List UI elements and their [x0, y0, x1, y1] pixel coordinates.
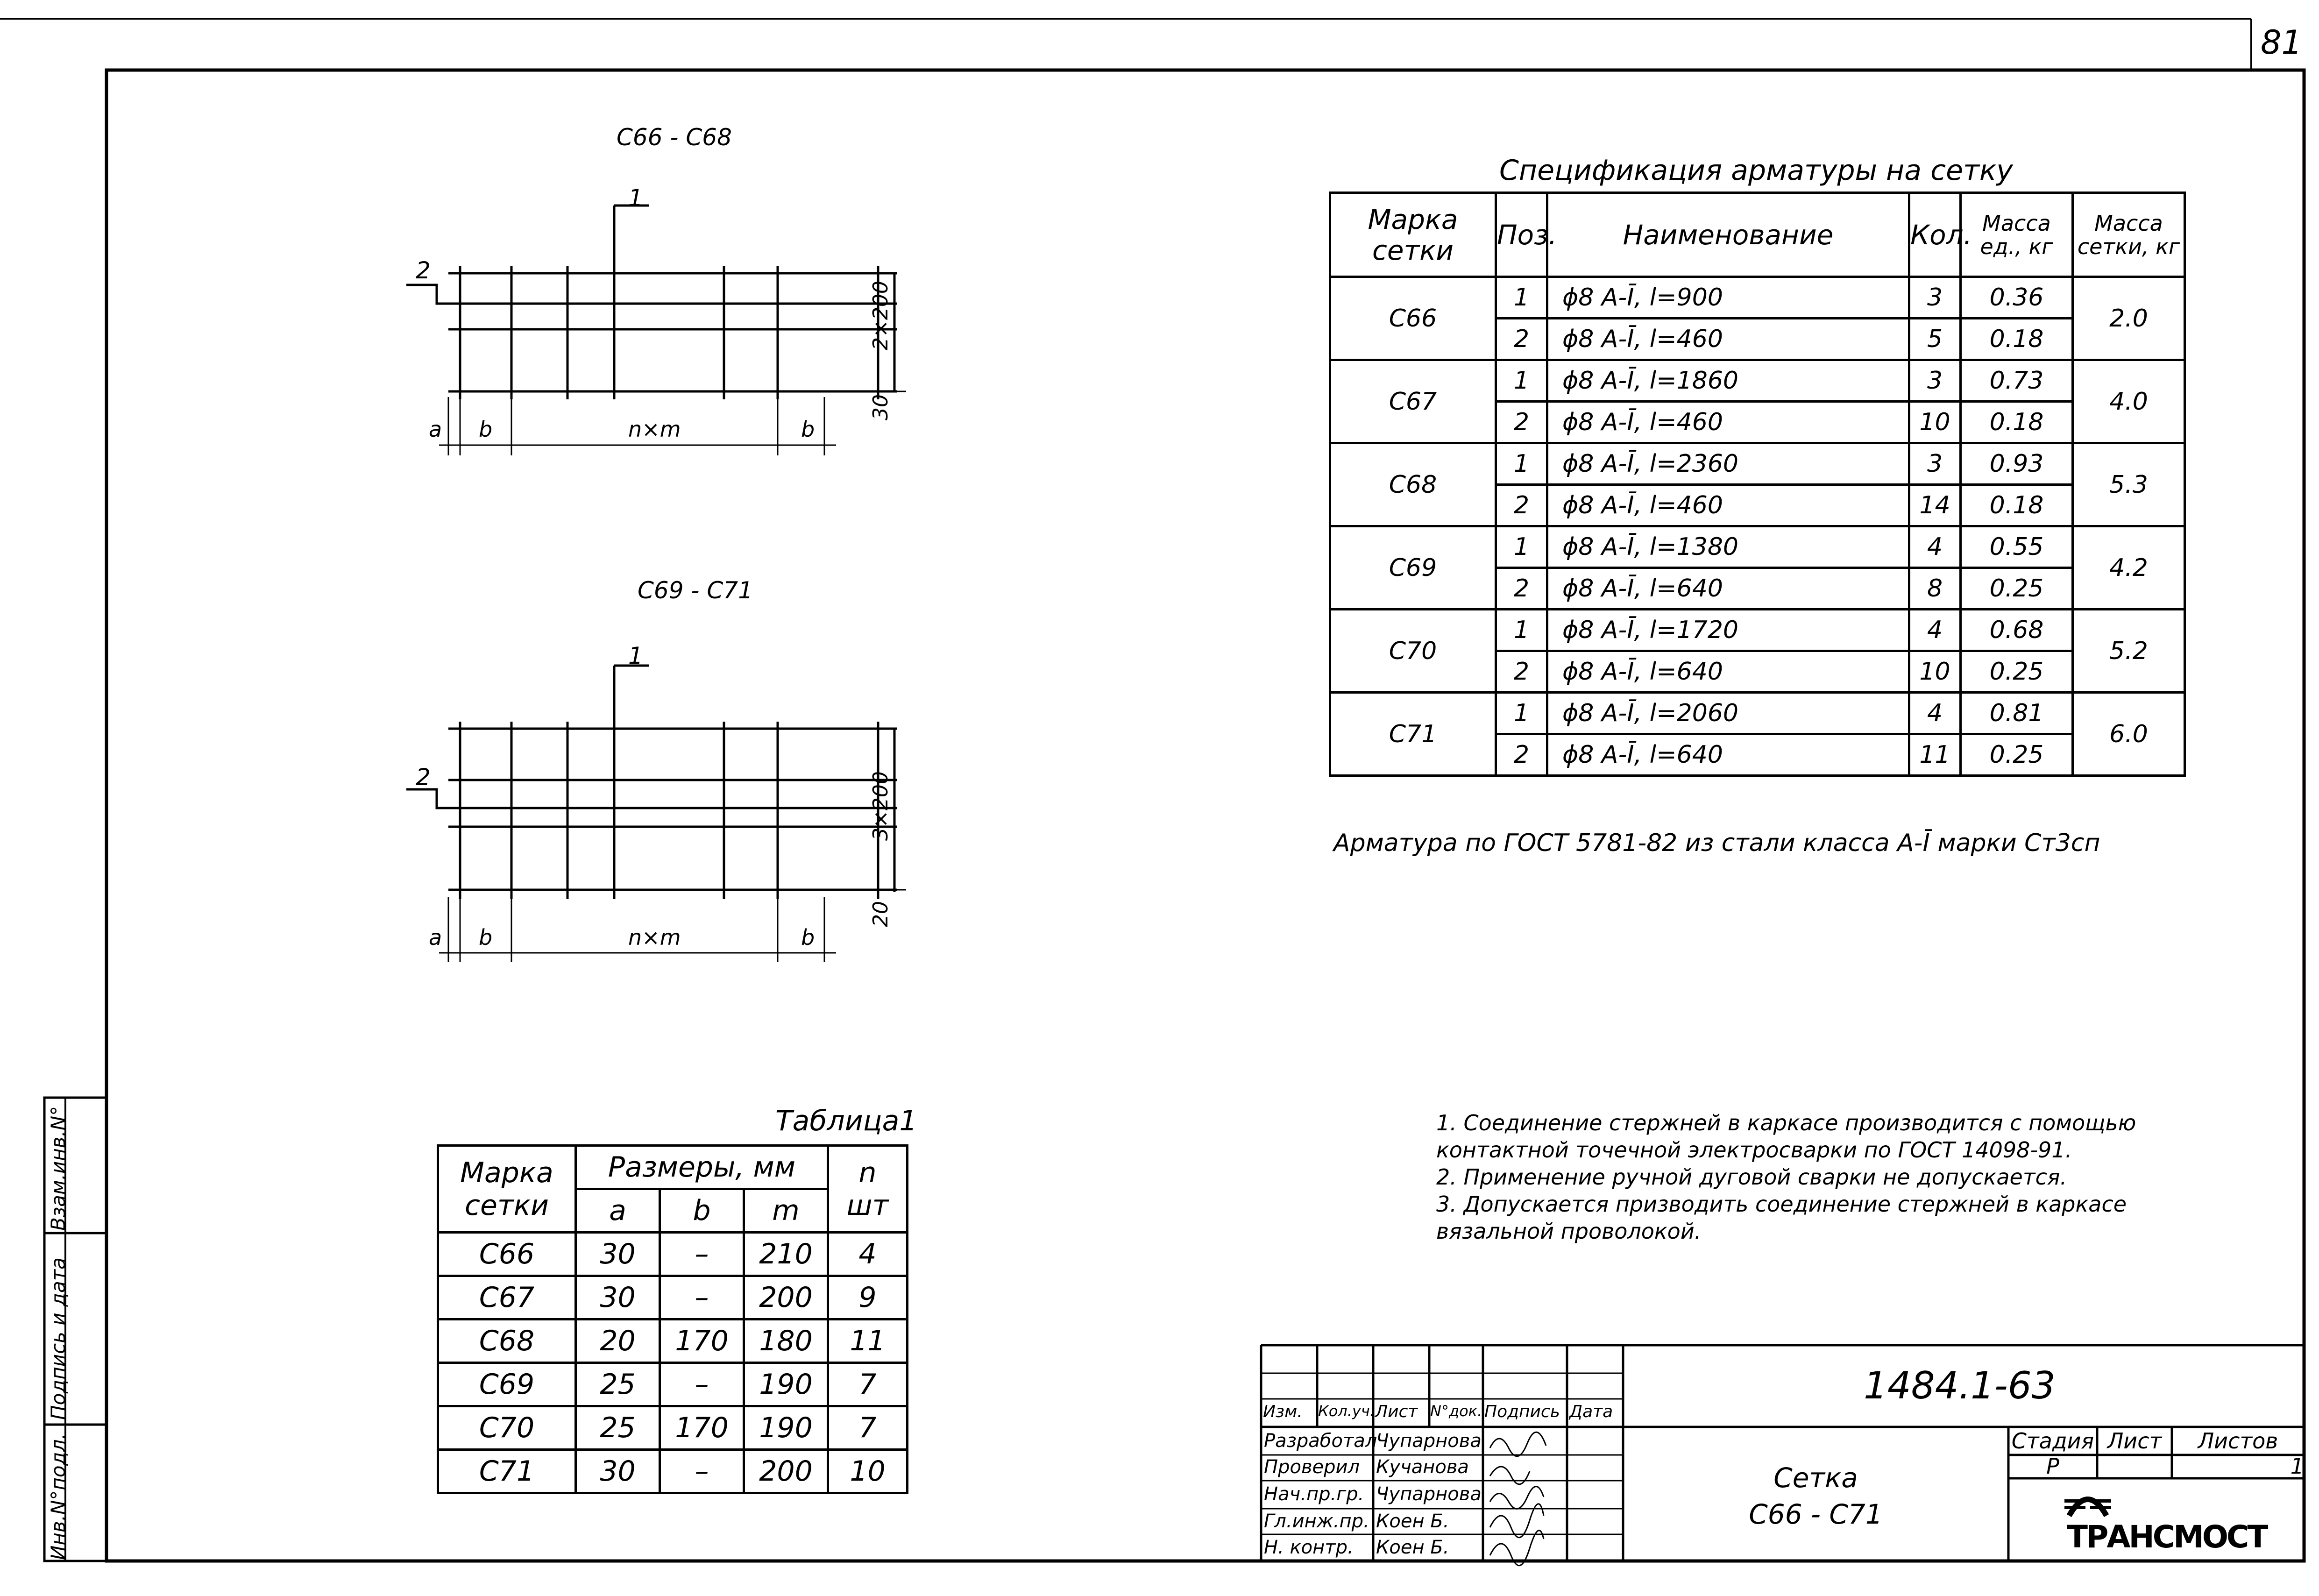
spec-pos: 1	[1496, 443, 1547, 485]
spec-h-mass-total: Масса сетки, кг	[2073, 193, 2185, 277]
tb-name-3: Коен Б.	[1376, 1511, 1449, 1532]
drawing1-title: С66 - С68	[617, 124, 732, 151]
table1-cell-mark: С70	[438, 1406, 576, 1450]
drawing2-dim-nm: n×m	[628, 925, 681, 950]
spec-name: ϕ8 А-Ī, l=640	[1547, 734, 1909, 776]
table1-h-a: a	[576, 1189, 660, 1233]
table1-cell-n: 11	[828, 1319, 908, 1363]
spec-mass: 0.18	[1961, 402, 2073, 443]
note-line: вязальной проволокой.	[1436, 1219, 1702, 1244]
tb-name-2: Чупарнова	[1376, 1483, 1482, 1505]
tb-role-0: Разработал	[1264, 1430, 1377, 1452]
side-podpis: Подпись и дата	[47, 1257, 70, 1420]
tb-role-2: Нач.пр.гр.	[1264, 1483, 1364, 1505]
spec-h-mark: Марка сетки	[1330, 193, 1496, 277]
table1-cell-a: 30	[576, 1450, 660, 1493]
table1-cell-a: 30	[576, 1233, 660, 1276]
spec-total: 2.0	[2073, 277, 2185, 360]
table1-cell-n: 7	[828, 1363, 908, 1406]
spec-total: 4.0	[2073, 360, 2185, 443]
spec-name: ϕ8 А-Ī, l=1380	[1547, 526, 1909, 568]
spec-qty: 3	[1909, 360, 1961, 402]
stage-label: Стадия	[2011, 1428, 2094, 1454]
table1-cell-mark: С66	[438, 1233, 576, 1276]
spec-mass: 0.18	[1961, 485, 2073, 526]
tb-h-list: Лист	[1375, 1402, 1418, 1421]
spec-qty: 11	[1909, 734, 1961, 776]
table1-cell-n: 4	[828, 1233, 908, 1276]
tb-role-4: Н. контр.	[1264, 1537, 1354, 1558]
table1-cell-a: 30	[576, 1276, 660, 1319]
spec-title: Спецификация арматуры на сетку	[1499, 154, 2013, 187]
tb-role-1: Проверил	[1264, 1456, 1360, 1478]
drawing1-dim-b1: b	[479, 417, 493, 442]
spec-qty: 3	[1909, 277, 1961, 319]
spec-mass: 0.36	[1961, 277, 2073, 319]
spec-name: ϕ8 А-Ī, l=1860	[1547, 360, 1909, 402]
spec-qty: 10	[1909, 651, 1961, 693]
tb-h-kol: Кол.уч.	[1318, 1402, 1375, 1420]
spec-mark: С68	[1330, 443, 1496, 526]
spec-qty: 10	[1909, 402, 1961, 443]
spec-footnote: Арматура по ГОСТ 5781-82 из стали класса А-Ī марки Ст3сп	[1333, 829, 2100, 857]
drawing2-pos2: 2	[416, 764, 431, 791]
spec-pos: 1	[1496, 526, 1547, 568]
drawing2-dim-b2: b	[801, 925, 815, 950]
tb-name-0: Чупарнова	[1376, 1430, 1482, 1452]
spec-total: 4.2	[2073, 526, 2185, 610]
drawing1-pos2: 2	[416, 257, 431, 284]
tb-name-1: Кучанова	[1376, 1456, 1469, 1478]
table1-h-m: m	[744, 1189, 828, 1233]
spec-qty: 4	[1909, 610, 1961, 651]
spec-name: ϕ8 А-Ī, l=900	[1547, 277, 1909, 319]
table1-cell-m: 200	[744, 1276, 828, 1319]
table1-cell-a: 25	[576, 1363, 660, 1406]
spec-mass: 0.55	[1961, 526, 2073, 568]
spec-name: ϕ8 А-Ī, l=2060	[1547, 693, 1909, 734]
tb-name-4: Коен Б.	[1376, 1537, 1449, 1558]
spec-qty: 4	[1909, 526, 1961, 568]
table1-cell-b: –	[660, 1363, 744, 1406]
spec-pos: 2	[1496, 734, 1547, 776]
note-line: 3. Допускается призводить соединение стержней в каркасе	[1436, 1192, 2127, 1217]
drawing1-dim-b2: b	[801, 417, 815, 442]
table1-cell-m: 190	[744, 1363, 828, 1406]
spec-name: ϕ8 А-Ī, l=2360	[1547, 443, 1909, 485]
spec-mark: С67	[1330, 360, 1496, 443]
spec-pos: 1	[1496, 360, 1547, 402]
spec-pos: 2	[1496, 402, 1547, 443]
note-line: 2. Применение ручной дуговой сварки не допускается.	[1436, 1164, 2067, 1190]
spec-mass: 0.25	[1961, 568, 2073, 610]
table1-cell-m: 210	[744, 1233, 828, 1276]
spec-pos: 1	[1496, 277, 1547, 319]
table1-cell-m: 180	[744, 1319, 828, 1363]
table1-cell-n: 7	[828, 1406, 908, 1450]
table1-title: Таблица1	[775, 1105, 917, 1137]
table1-cell-b: –	[660, 1233, 744, 1276]
table1-h-n: n шт	[828, 1146, 908, 1233]
table1-cell-m: 190	[744, 1406, 828, 1450]
spec-mass: 0.25	[1961, 734, 2073, 776]
spec-mark: С71	[1330, 693, 1496, 776]
sheet-label: Лист	[2107, 1428, 2162, 1454]
drawing1-dim-nm: n×m	[628, 417, 681, 442]
stage-value: Р	[2046, 1454, 2059, 1479]
spec-mass: 0.25	[1961, 651, 2073, 693]
spec-mark: С69	[1330, 526, 1496, 610]
sheets-value: 1	[2290, 1454, 2304, 1479]
side-inv-podl: Инв.N°подл.	[47, 1433, 70, 1560]
spec-mass: 0.81	[1961, 693, 2073, 734]
spec-mark: С70	[1330, 610, 1496, 693]
spec-h-mass-unit: Масса ед., кг	[1961, 193, 2073, 277]
drawing2-dim-b1: b	[479, 925, 493, 950]
table1-h-sizes: Размеры, мм	[576, 1146, 828, 1189]
drawing1-dim-v: 2×200	[869, 281, 893, 350]
spec-mass: 0.68	[1961, 610, 2073, 651]
table1-cell-mark: С68	[438, 1319, 576, 1363]
spec-qty: 8	[1909, 568, 1961, 610]
drawing2-title: С69 - С71	[638, 577, 753, 604]
spec-name: ϕ8 А-Ī, l=460	[1547, 319, 1909, 360]
spec-pos: 2	[1496, 319, 1547, 360]
spec-pos: 2	[1496, 568, 1547, 610]
tb-h-podpis: Подпись	[1484, 1402, 1560, 1421]
table1-cell-mark: С67	[438, 1276, 576, 1319]
item-name-line1: Сетка	[1773, 1462, 1858, 1494]
note-line: контактной точечной электросварки по ГОСТ 14098-91.	[1436, 1137, 2072, 1163]
spec-pos: 2	[1496, 485, 1547, 526]
spec-total: 5.2	[2073, 610, 2185, 693]
spec-mass: 0.73	[1961, 360, 2073, 402]
table1-cell-mark: С69	[438, 1363, 576, 1406]
spec-qty: 14	[1909, 485, 1961, 526]
spec-total: 6.0	[2073, 693, 2185, 776]
item-name	[1623, 1460, 2008, 1532]
table1-cell-b: 170	[660, 1319, 744, 1363]
drawing1-pos1: 1	[628, 184, 643, 212]
sheets-label: Листов	[2198, 1428, 2278, 1454]
spec-name: ϕ8 А-Ī, l=1720	[1547, 610, 1909, 651]
drawing2-pos1: 1	[628, 642, 643, 669]
spec-mass: 0.18	[1961, 319, 2073, 360]
table1-cell-a: 25	[576, 1406, 660, 1450]
drawing1-dim-v2: 30	[869, 394, 893, 420]
table1-cell-m: 200	[744, 1450, 828, 1493]
table1-cell-a: 20	[576, 1319, 660, 1363]
spec-name: ϕ8 А-Ī, l=460	[1547, 402, 1909, 443]
table1-cell-n: 9	[828, 1276, 908, 1319]
note-line: 1. Соединение стержней в каркасе производится с помощью	[1436, 1110, 2136, 1135]
tb-h-ndok: N°док.	[1430, 1402, 1482, 1420]
spec-total: 5.3	[2073, 443, 2185, 526]
table1-cell-b: –	[660, 1450, 744, 1493]
spec-qty: 3	[1909, 443, 1961, 485]
drawing2-dim-v: 3×200	[869, 771, 893, 841]
spec-pos: 1	[1496, 693, 1547, 734]
transmost-logo-icon	[2064, 1485, 2111, 1518]
table1-cell-n: 10	[828, 1450, 908, 1493]
spec-h-pos: Поз.	[1496, 193, 1547, 277]
spec-name: ϕ8 А-Ī, l=460	[1547, 485, 1909, 526]
spec-qty: 5	[1909, 319, 1961, 360]
drawing2-dim-a: a	[429, 925, 442, 950]
spec-name: ϕ8 А-Ī, l=640	[1547, 568, 1909, 610]
spec-qty: 4	[1909, 693, 1961, 734]
spec-mark: С66	[1330, 277, 1496, 360]
spec-mass: 0.93	[1961, 443, 2073, 485]
drawing1-dim-a: a	[429, 417, 442, 442]
table1-cell-b: 170	[660, 1406, 744, 1450]
spec-h-qty: Кол.	[1909, 193, 1961, 277]
tb-h-izm: Изм.	[1263, 1402, 1303, 1421]
table1-h-b: b	[660, 1189, 744, 1233]
tb-h-data: Дата	[1569, 1402, 1613, 1421]
logo-text: ТРАНСМОСТ	[2067, 1519, 2267, 1555]
side-vzam: Взам.инв.N°	[47, 1106, 70, 1231]
page-number: 81	[2261, 23, 2303, 62]
item-name-line2: С66 - С71	[1749, 1498, 1883, 1530]
table1-cell-mark: С71	[438, 1450, 576, 1493]
drawing2-dim-v2: 20	[869, 901, 893, 927]
table1-cell-b: –	[660, 1276, 744, 1319]
doc-code: 1484.1-63	[1864, 1364, 2056, 1407]
spec-name: ϕ8 А-Ī, l=640	[1547, 651, 1909, 693]
table1-h-mark: Марка сетки	[438, 1146, 576, 1233]
spec-pos: 2	[1496, 651, 1547, 693]
spec-pos: 1	[1496, 610, 1547, 651]
tb-role-3: Гл.инж.пр.	[1264, 1511, 1369, 1532]
spec-h-name: Наименование	[1547, 193, 1909, 277]
